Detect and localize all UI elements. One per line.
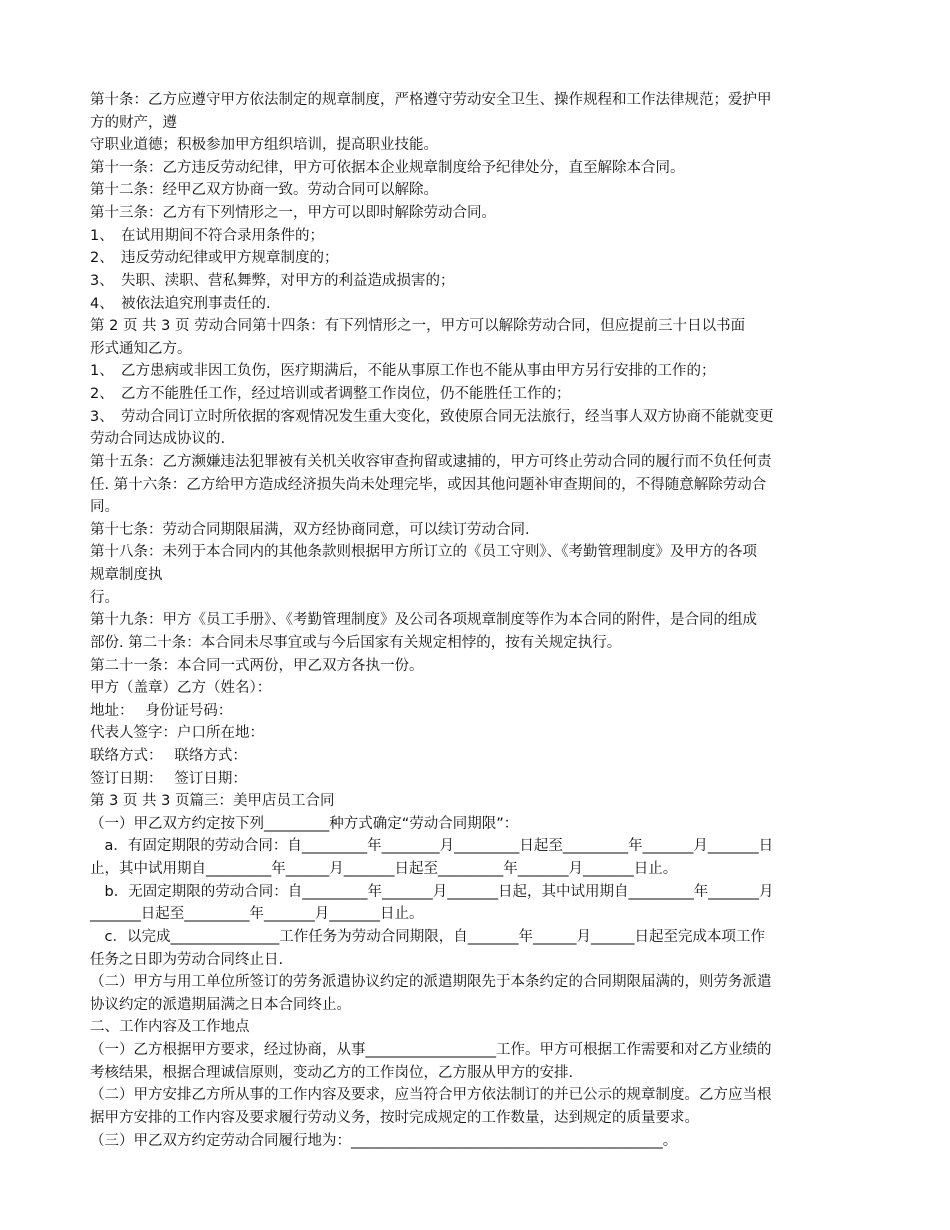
text-line: 守职业道德；积极参加甲方组织培训，提高职业技能。 <box>90 137 438 154</box>
text-line: 据甲方安排的工作内容及要求履行劳动义务，按时完成规定的工作数量，达到规定的质量要求。 <box>90 1109 699 1126</box>
text-line: 第 2 页 共 3 页 劳动合同第十四条：有下列情形之一，甲方可以解除劳动合同，但应提前三十日以书面 <box>90 318 746 335</box>
text-line: 第十条：乙方应遵守甲方依法制定的规章制度，严格遵守劳动安全卫生、操作规程和工作法律规范；爱护甲 <box>90 92 772 108</box>
text-line: 考核结果，根据合理诚信原则，变动乙方的工作岗位，乙方服从甲方的安排. <box>90 1064 574 1081</box>
text-line: 形式通知乙方。 <box>90 340 192 357</box>
text-line: （一）乙方根据甲方要求，经过协商，从事__________________工作。甲方可根据工作需要和对乙方业绩的 <box>90 1042 772 1059</box>
text-line: 协议约定的派遣期届满之日本合同终止。 <box>90 996 351 1013</box>
text-line: （二）甲方安排乙方所从事的工作内容及要求，应当符合甲方依法制订的并已公示的规章制度。乙方应当根 <box>90 1087 772 1104</box>
text-line: 第十一条：乙方违反劳动纪律，甲方可依据本企业规章制度给予纪律处分，直至解除本合同。 <box>90 159 685 176</box>
text-line: 第十九条：甲方《员工手册》、《考勤管理制度》及公司各项规章制度等作为本合同的附件，是合同的组成 <box>90 612 757 629</box>
text-line: 止，其中试用期自_________年______月_______日起至_________年_______月_______日止。 <box>90 861 678 878</box>
text-line: 方的财产，遵 <box>90 114 177 131</box>
text-line: 1、 在试用期间不符合录用条件的； <box>90 227 324 244</box>
text-line: _______日起至_________年_______月_______日止。 <box>90 906 424 923</box>
text-line: 甲方（盖章）乙方（姓名）： <box>90 680 272 697</box>
text-line: 代表人签字：户口所在地： <box>90 725 264 742</box>
text-line: 规章制度执 <box>90 567 163 584</box>
text-line: 2、 乙方不能胜任工作，经过培训或者调整工作岗位，仍不能胜任工作的； <box>90 386 571 403</box>
text-line: 第 3 页 共 3 页篇三：美甲店员工合同 <box>90 793 335 810</box>
text-line: b．无固定期限的劳动合同：自_________年_______月_______日起，其中试用期自_________年_______月 <box>90 883 774 900</box>
text-line: 第十二条：经甲乙双方协商一致。劳动合同可以解除。 <box>90 182 438 199</box>
text-line: 劳动合同达成协议的. <box>90 431 226 448</box>
text-line: 1、 乙方患病或非因工负伤，医疗期满后，不能从事原工作也不能从事由甲方另行安排的工作的； <box>90 363 716 380</box>
text-line: 部份. 第二十条：本合同未尽事宜或与今后国家有关规定相悖的，按有关规定执行。 <box>90 634 622 651</box>
text-line: 第十七条：劳动合同期限届满，双方经协商同意，可以续订劳动合同. <box>90 521 530 538</box>
text-line: 二、工作内容及工作地点 <box>90 1019 250 1036</box>
text-line: （二）甲方与用工单位所签订的劳务派遣协议约定的派遣期限先于本条约定的合同期限届满的，则劳务派遣 <box>90 974 772 991</box>
text-line: 2、 违反劳动纪律或甲方规章制度的； <box>90 250 339 267</box>
text-line: c．以完成_______________工作任务为劳动合同期限，自_______年______月______日起至完成本项工作 <box>90 928 765 945</box>
text-line: 任务之日即为劳动合同终止日. <box>90 951 284 968</box>
text-line: 地址： 身份证号码： <box>90 702 233 719</box>
text-line: 行。 <box>90 589 119 606</box>
text-line: 第十八条：未列于本合同内的其他条款则根据甲方所订立的《员工守则》、《考勤管理制度》及甲方的各项 <box>90 544 757 561</box>
text-line: 第十五条：乙方濒嫌违法犯罪被有关机关收容审查拘留或逮捕的，甲方可终止劳动合同的履行而不负任何责 <box>90 453 772 470</box>
text-line: 联络方式： 联络方式： <box>90 747 247 764</box>
text-line: 同。 <box>90 499 119 516</box>
text-line: 第十三条：乙方有下列情形之一，甲方可以即时解除劳动合同。 <box>90 205 496 222</box>
text-line: 3、 劳动合同订立时所依据的客观情况发生重大变化，致使原合同无法旅行，经当事人双方协商不能就变更 <box>90 408 774 425</box>
text-line: 任. 第十六条：乙方给甲方造成经济损失尚未处理完毕，或因其他问题补审查期间的，不得随意解除劳动合 <box>90 476 767 493</box>
text-line: a．有固定期限的劳动合同：自_________年________月_________日起至_________年_______月_______日 <box>90 838 774 855</box>
text-line: 4、 被依法追究刑事责任的. <box>90 295 271 312</box>
text-line: 第二十一条：本合同一式两份，甲乙双方各执一份。 <box>90 657 424 674</box>
text-line: （一）甲乙双方约定按下列_________种方式确定“劳动合同期限”： <box>90 815 519 832</box>
text-line: 3、 失职、渎职、营私舞弊，对甲方的利益造成损害的； <box>90 272 455 289</box>
text-line: （三）甲乙双方约定劳动合同履行地为：___________________________________________。 <box>90 1132 678 1149</box>
text-line: 签订日期： 签订日期： <box>90 770 247 787</box>
